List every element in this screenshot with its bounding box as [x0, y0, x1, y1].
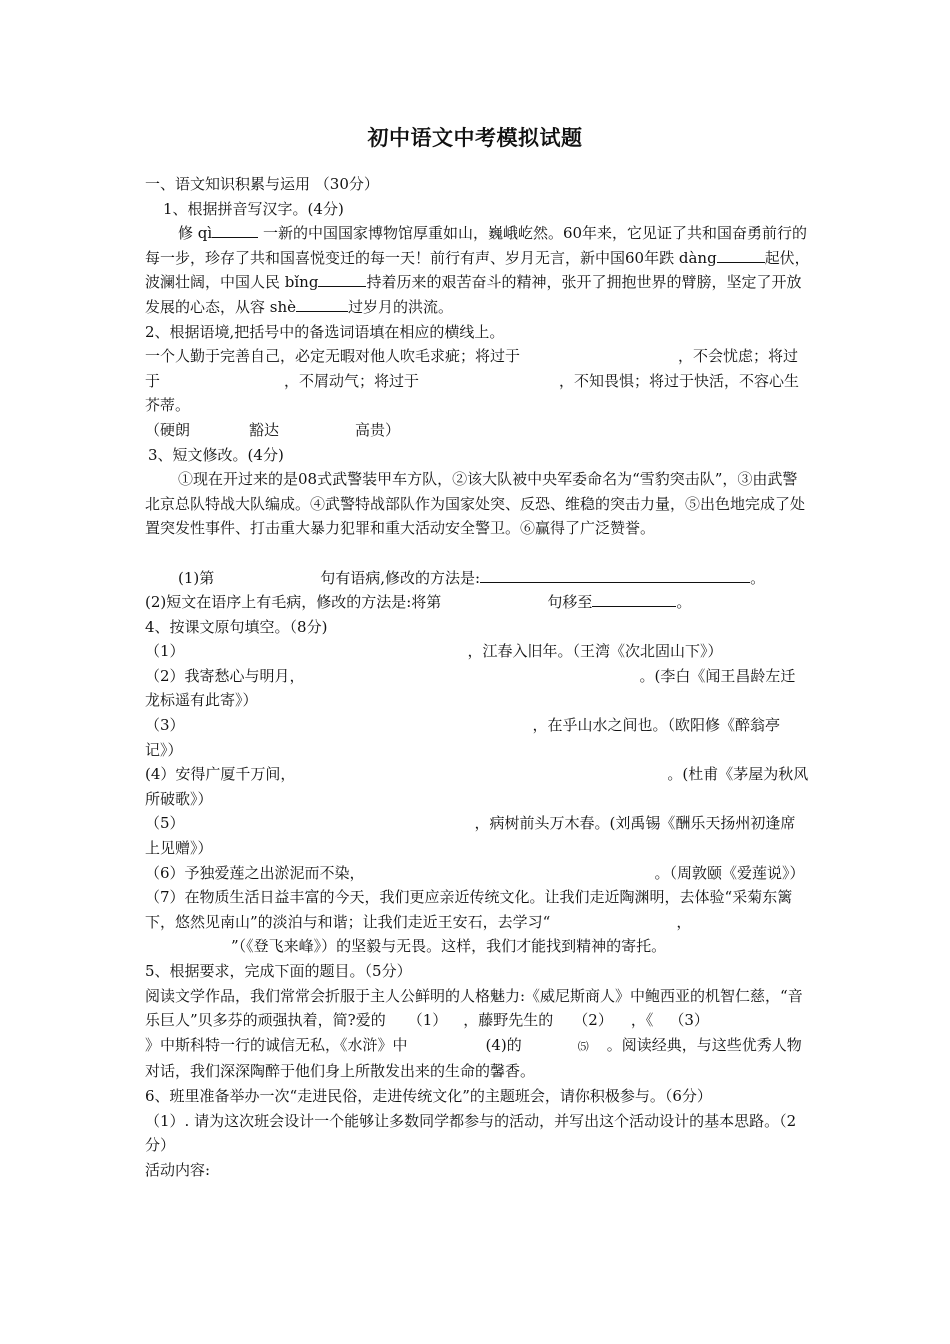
item-text: ，: [676, 912, 692, 931]
question-6-sub-1: （1）. 请为这次班会设计一个能够让多数同学都参与的活动，并写出这个活动设计的基本思路。（2分）: [145, 1111, 797, 1155]
question-3-sub-1: [145, 566, 810, 591]
passage-text: 持着历来的艰苦奋斗的精神，张开了拥抱世界的臂膀，坚定了开放发展的心态，从容 shè: [145, 273, 802, 316]
answer-blank[interactable]: [212, 222, 258, 238]
item-text: ”（《登飞来峰》）的坚毅与无畏。这样，我们才能找到精神的寄托。: [231, 937, 667, 956]
item-text: （5）: [145, 814, 185, 833]
question-4-item-6: [145, 861, 810, 886]
sub-question-text: 句有语病,修改的方法是:: [320, 568, 481, 587]
item-text: ，江春入旧年。（王湾《次北固山下》）: [467, 642, 723, 661]
passage-text: ，藤野先生的: [463, 1011, 554, 1030]
question-2-choices: [145, 418, 810, 443]
item-text: （2）我寄愁心与明月，: [145, 666, 305, 685]
item-text: 。(杜甫《茅屋为秋风所破歌》）: [145, 765, 809, 808]
item-text: （7）在物质生活日益丰富的今天，我们更应亲近传统文化。让我们走近陶渊明，去体验“采菊东篱下，悠然见南山”的淡泊与和谐；让我们走近王安石，去学习“: [145, 888, 793, 931]
passage-text: ，不会忧虑；将过于: [145, 347, 799, 390]
choice-word: 高贵）: [355, 420, 401, 439]
section-heading: 一、语文知识积累与运用 （30分）: [145, 175, 379, 193]
question-4-item-7: [145, 885, 810, 959]
sub-question-text: (1)第: [178, 568, 215, 587]
sub-question-text: (2)短文在语序上有毛病，修改的方法是:将第: [145, 593, 442, 612]
item-text: （3）: [145, 716, 185, 735]
item-text: 。（周敦颐《爱莲说》）: [654, 863, 805, 882]
question-3-sub-2: [145, 590, 810, 615]
question-4-item-3: [145, 713, 810, 762]
passage-text: 的: [506, 1035, 522, 1054]
sub-question-text: 。: [750, 568, 766, 587]
item-text: ，病树前头万木春。(刘禹锡《酬乐天扬州初逢席上见赠》）: [145, 814, 796, 858]
answer-blank[interactable]: [296, 296, 348, 312]
passage-text: 。阅读经典，与这些优秀人物对话，我们深深陶醉于他们身上所散发出来的生命的馨香。: [145, 1035, 802, 1081]
passage-text: ，不知畏惧；将过于快活，不容心生芥蒂。: [145, 371, 800, 415]
question-1-heading: 1、根据拼音写汉字。(4分): [163, 199, 344, 218]
passage-text: 起伏，波澜壮阔，中国人民 bǐng: [145, 248, 810, 292]
question-4-item-5: [145, 811, 810, 860]
item-text: （6）予独爱莲之出淤泥而不染，: [145, 863, 365, 882]
passage-text: 一新的中国国家博物馆厚重如山，巍峨屹然。60年来，它见证了共和国奋勇前行的每一步，珍存了共和国喜悦变迁的每一天！前行有声、岁月无言，新中国60年跌 dàng: [145, 224, 808, 267]
passage-text: ，《: [630, 1011, 654, 1030]
answer-marker[interactable]: （1）: [407, 1011, 448, 1030]
question-4-item-1: [145, 639, 810, 664]
passage-text: 过岁月的洪流。: [348, 297, 454, 316]
answer-blank[interactable]: [480, 567, 750, 583]
answer-marker[interactable]: （2）: [573, 1011, 613, 1030]
item-text: （1）: [145, 642, 185, 661]
sub-question-text: 。: [676, 593, 692, 612]
question-5-passage: [145, 984, 810, 1084]
question-1-passage: [145, 221, 810, 319]
exam-content: [145, 172, 810, 1182]
passage-text: 修 qì: [178, 224, 213, 243]
answer-blank[interactable]: [592, 591, 676, 607]
question-6-heading: 6、班里准备举办一次“走进民俗，走进传统文化”的主题班会，请你积极参与。（6分）: [145, 1086, 712, 1105]
answer-marker[interactable]: (4): [485, 1035, 507, 1054]
question-3-passage: ①现在开过来的是08式武警装甲车方队，②该大队被中央军委命名为“雪豹突击队”，③由武警北京总队特战大队编成。④武警特战部队作为国家处突、反恐、维稳的突击力量，⑤出色地完成了处置突发性事件、打击重大暴力犯罪和重大活动安全警卫。⑥赢得了广泛赞誉。: [145, 470, 806, 538]
question-4-item-4: [145, 762, 810, 811]
page-title: 初中语文中考模拟试题: [367, 125, 583, 150]
answer-blank[interactable]: [717, 247, 765, 263]
sub-question-text: 句移至: [547, 593, 593, 612]
answer-blank[interactable]: [318, 271, 366, 287]
item-text: ，在乎山水之间也。（欧阳修《醉翁亭记》）: [145, 716, 781, 759]
question-3-heading: 3、短文修改。(4分): [148, 445, 284, 464]
passage-text: 》中斯科特一行的诚信无私，《水浒》中: [145, 1035, 408, 1054]
passage-text: 一个人勤于完善自己，必定无暇对他人吹毛求疵；将过于: [145, 347, 521, 366]
question-4-item-2: [145, 664, 810, 713]
question-5-heading: 5、根据要求，完成下面的题目。（5分）: [145, 962, 412, 980]
choice-word: 豁达: [249, 420, 280, 439]
item-text: (4）安得广厦千万间，: [145, 765, 296, 784]
passage-text: 阅读文学作品，我们常常会折服于主人公鲜明的人格魅力:《威尼斯商人》中鲍西亚的机智仁慈，“音乐巨人”贝多芬的顽强执着，简?爱的: [145, 986, 803, 1030]
answer-marker[interactable]: ⑸: [577, 1039, 589, 1053]
answer-marker[interactable]: （3）: [669, 1011, 709, 1030]
choice-word: （硬朗: [145, 420, 191, 439]
question-2-heading: 2、根据语境,把括号中的备选词语填在相应的横线上。: [145, 322, 505, 341]
item-text: 。(李白《闻王昌龄左迁龙标遥有此寄》）: [145, 666, 796, 710]
question-2-passage: [145, 344, 810, 418]
passage-text: ，不屑动气；将过于: [284, 371, 420, 390]
activity-label: 活动内容:: [145, 1160, 211, 1179]
question-4-heading: 4、按课文原句填空。（8分): [145, 617, 328, 636]
